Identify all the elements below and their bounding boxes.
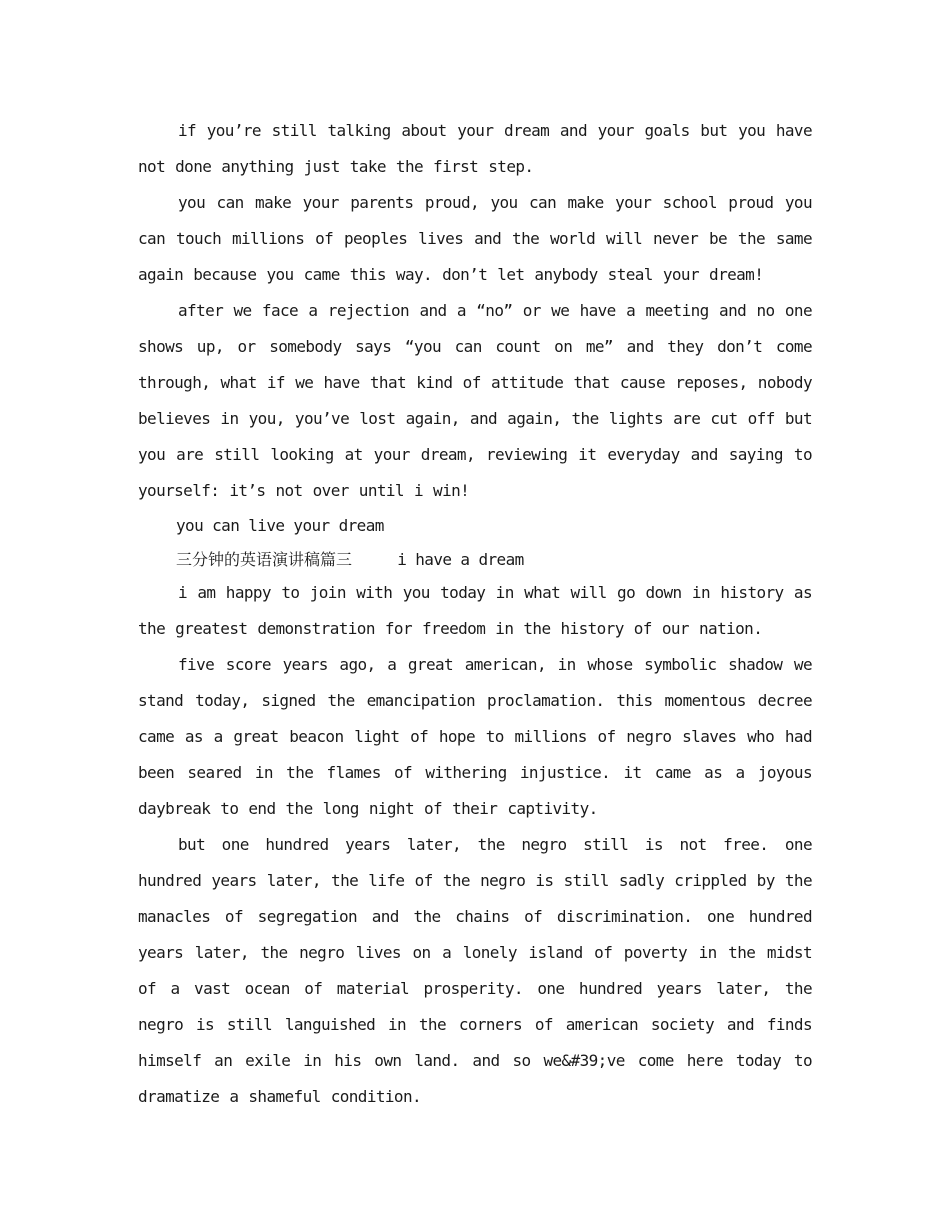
section-heading <box>138 543 812 577</box>
document-body <box>138 113 812 1115</box>
paragraph-first-step: if you’re still talking about your dream and your goals but you have not done anything just take the first step. <box>138 121 812 176</box>
paragraph-make-proud: you can make your parents proud, you can make your school proud you can touch millions of peoples lives and the world will never be the same again because you came this way. don’t let anybody steal your dream! <box>138 193 812 284</box>
paragraph-five-score: five score years ago, a great american, in whose symbolic shadow we stand today, signed the emancipation proclamation. this momentous decree came as a great beacon light of hope to millions of negro slaves who had been seared in the flames of withering injustice. it came as a joyous daybreak to end the long night of their captivity. <box>138 655 812 818</box>
paragraph-rejection: after we face a rejection and a “no” or we have a meeting and no one shows up, or somebody says “you can count on me” and they don’t come through, what if we have that kind of attitude that cause reposes, nobody believes in you, you’ve lost again, and again, the lights are cut off but you are still looking at your dream, reviewing it everyday and saying to yourself: it’s not over until i win! <box>138 301 812 500</box>
section-heading-chinese: 三分钟的英语演讲稿篇三 <box>176 550 353 569</box>
line-live-your-dream: you can live your dream <box>176 516 384 535</box>
paragraph-happy-to-join: i am happy to join with you today in what will go down in history as the greatest demonstration for freedom in the history of our nation. <box>138 583 812 638</box>
paragraph-hundred-years: but one hundred years later, the negro still is not free. one hundred years later, the life of the negro is still sadly crippled by the manacles of segregation and the chains of discrimination. one hundred years later, the negro lives on a lonely island of poverty in the midst of a vast ocean of material prosperity. one hundred years later, the negro is still languished in the corners of american society and finds himself an exile in his own land. and so we&#39;ve come here today to dramatize a shameful condition. <box>138 835 812 1106</box>
section-heading-english: i have a dream <box>397 550 524 569</box>
